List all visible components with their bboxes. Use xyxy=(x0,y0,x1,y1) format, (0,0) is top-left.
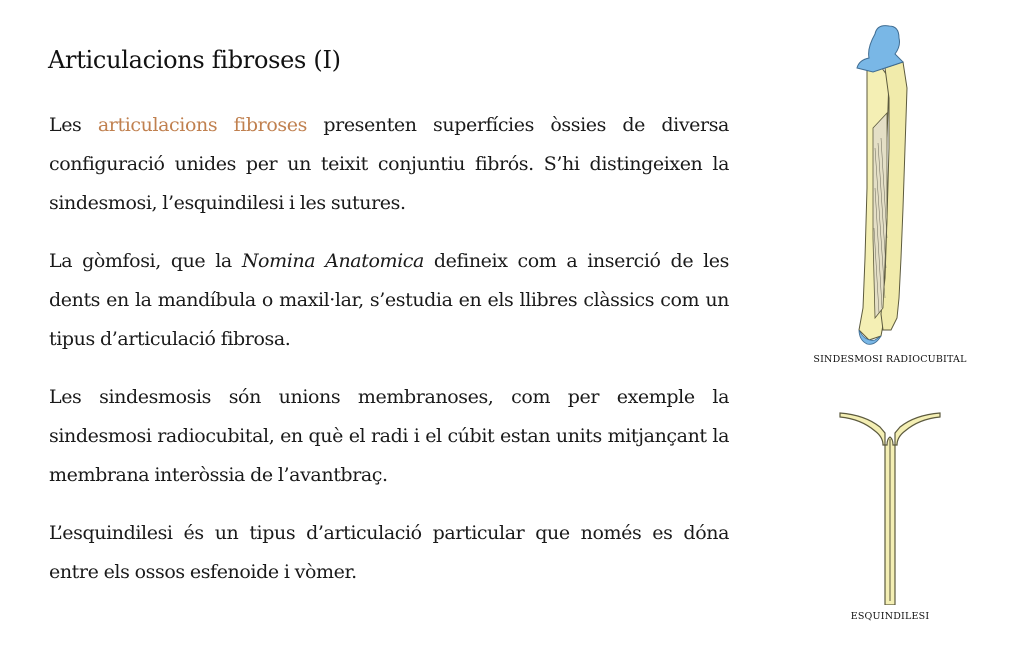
paragraph-intro-rest: presenten superfícies òssies de diversa configuració unides per un teixit conjuntiu fibrós. S’hi distingeixen la sindesmosi, l’esquindilesi i les sutures. xyxy=(49,114,729,214)
caption-schindylesis: ESQUINDILESI xyxy=(850,611,930,622)
paragraph-schindylesis: L’esquindilesi és un tipus d’articulació particular que només es dóna entre els ossos esfenoide i vòmer. xyxy=(49,522,729,583)
italic-term: Nomina Anatomica xyxy=(241,250,424,272)
paragraph-intro xyxy=(49,106,729,223)
page-title: Articulacions fibroses (I) xyxy=(48,46,341,74)
paragraph-gomphosis-lead: La gòmfosi, que la xyxy=(49,250,242,272)
paragraph-syndesmosis: Les sindesmosis són unions membranoses, com per exemple la sindesmosi radiocubital, en què el radi i el cúbit estan units mitjançant la membrana interòssia de l’avantbraç. xyxy=(49,386,729,486)
figure-radioulnar xyxy=(790,18,990,365)
paragraph-intro-lead: Les xyxy=(49,114,98,136)
caption-radioulnar: SINDESMOSI RADIOCUBITAL xyxy=(813,354,967,365)
paragraph-gomphosis-rest: defineix com a inserció de les dents en la mandíbula o maxil·lar, s’estudia en els llibres clàssics com un tipus d’articulació fibrosa. xyxy=(49,250,729,350)
paragraph-gomphosis xyxy=(49,242,729,359)
schindylesis-illustration xyxy=(835,405,945,605)
main-text xyxy=(49,106,729,611)
highlight-term: articulacions fibroses xyxy=(97,114,307,136)
figure-schindylesis xyxy=(790,405,990,622)
forearm-bones-illustration xyxy=(845,18,935,348)
